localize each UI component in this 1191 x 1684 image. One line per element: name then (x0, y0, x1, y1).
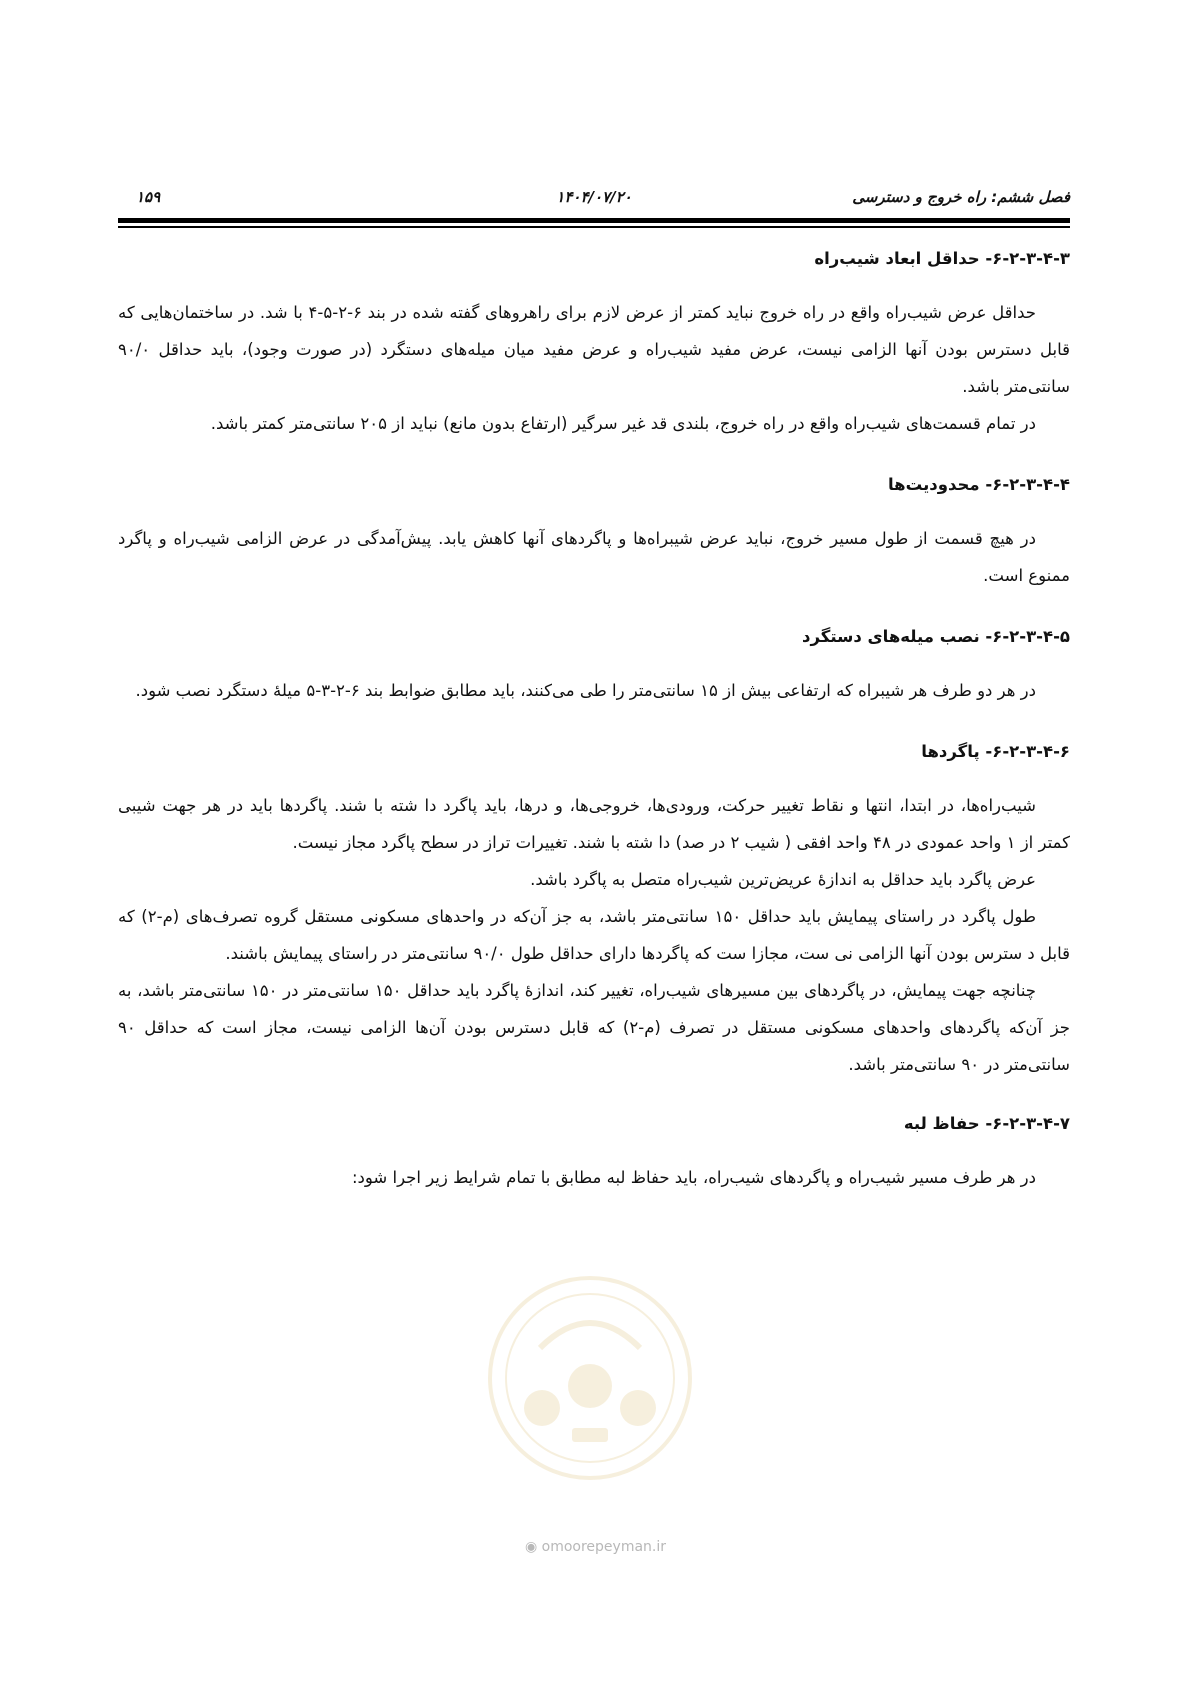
website-icon: ◉ (524, 1539, 542, 1555)
watermark-logo-icon (480, 1268, 700, 1488)
paragraph: شیب‌راه‌ها، در ابتدا، انتها و نقاط تغییر حرکت، ورودی‌ها، خروجی‌ها، و درها، باید پاگرد دا شته با شند. پاگردها باید در هر جهت شیبی کمتر از ۱ واحد عمودی در ۴۸ واحد افقی ( شیب ۲ در صد) دا شته با شند. تغییرات تراز در سطح پاگرد مجاز نیست. (118, 796, 1070, 852)
paragraph: در تمام قسمت‌های شیب‌راه واقع در راه خروج، بلندی قد غیر سرگیر (ارتفاع بدون مانع) نباید از ۲۰۵ سانتی‌متر کمتر باشد. (210, 414, 1036, 433)
header-rule-thick (118, 218, 1070, 223)
section-landings (118, 739, 1070, 1083)
page-number: ۱۵۹ (136, 188, 161, 206)
paragraph: در هر طرف مسیر شیب‌راه و پاگردهای شیب‌راه، باید حفاظ لبه مطابق با تمام شرایط زیر اجرا شود: (351, 1168, 1036, 1187)
section-heading: ۶-۲-۳-۴-۷- حفاظ لبه (903, 1114, 1070, 1133)
header-date: ۱۴۰۴/۰۷/۲۰ (556, 188, 632, 206)
paragraph: در هیچ قسمت از طول مسیر خروج، نباید عرض شیبراه‌ها و پاگردهای آنها کاهش یابد. پیش‌آمدگی در عرض الزامی شیب‌راه و پاگرد ممنوع است. (118, 529, 1070, 585)
header-rule-thin (118, 226, 1070, 228)
section-heading: ۶-۲-۳-۴-۴- محدودیت‌ها (887, 475, 1070, 494)
section-heading: ۶-۲-۳-۴-۵- نصب میله‌های دستگرد (802, 627, 1070, 646)
paragraph: در هر دو طرف هر شیبراه که ارتفاعی بیش از ۱۵ سانتی‌متر را طی می‌کنند، باید مطابق ضوابط بند ۶-۲-۳-۵ میلهٔ دستگرد نصب شود. (135, 681, 1036, 700)
section-heading: ۶-۲-۳-۴-۳- حداقل ابعاد شیب‌راه (814, 249, 1070, 268)
paragraph: چنانچه جهت پیمایش، در پاگردهای بین مسیرهای شیب‌راه، تغییر کند، اندازهٔ پاگرد باید حداقل ۱۵۰ سانتی‌متر در ۱۵۰ سانتی‌متر باشد، به جز آن‌که پاگردهای واحدهای مسکونی مستقل در تصرف (م-۲) که قابل دسترس بودن آن‌ها الزامی نیست، مجاز است که حداقل ۹۰ سانتی‌متر در ۹۰ سانتی‌متر باشد. (118, 981, 1071, 1074)
paragraph: عرض پاگرد باید حداقل به اندازهٔ عریض‌ترین شیب‌راه متصل به پاگرد باشد. (530, 870, 1036, 889)
section-heading: ۶-۲-۳-۴-۶- پاگردها (921, 742, 1070, 761)
paragraph: حداقل عرض شیب‌راه واقع در راه خروج نباید کمتر از عرض لازم برای راهروهای گفته شده در بند ۶-۲-۵-۴ با شد. در ساختمان‌هایی که قابل دسترس بودن آنها الزامی نیست، عرض مفید شیب‌راه و عرض مفید میان میله‌های دستگرد (در صورت وجود)، باید حداقل ۹۰/۰ سانتی‌متر باشد. (118, 303, 1070, 396)
footer-website (0, 1539, 1191, 1555)
page-header (118, 188, 1070, 212)
website-text: omoorepeyman.ir (541, 1539, 667, 1555)
paragraph: طول پاگرد در راستای پیمایش باید حداقل ۱۵۰ سانتی‌متر باشد، به جز آن‌که در واحدهای مسکونی مستقل گروه تصرف‌های (م-۲) که قابل د سترس بودن آنها الزامی نی ست، مجازا ست که پاگردها دارای حداقل طول ۹۰/۰ سانتی‌متر در راستای پیمایش باشند. (118, 907, 1070, 963)
section-handrail-installation (118, 624, 1070, 709)
section-minimum-ramp-dimensions (118, 246, 1070, 442)
section-restrictions (118, 472, 1070, 594)
page-content (118, 246, 1070, 1226)
section-edge-protection (118, 1111, 1070, 1196)
chapter-title: فصل ششم: راه خروج و دسترسی (852, 188, 1070, 206)
